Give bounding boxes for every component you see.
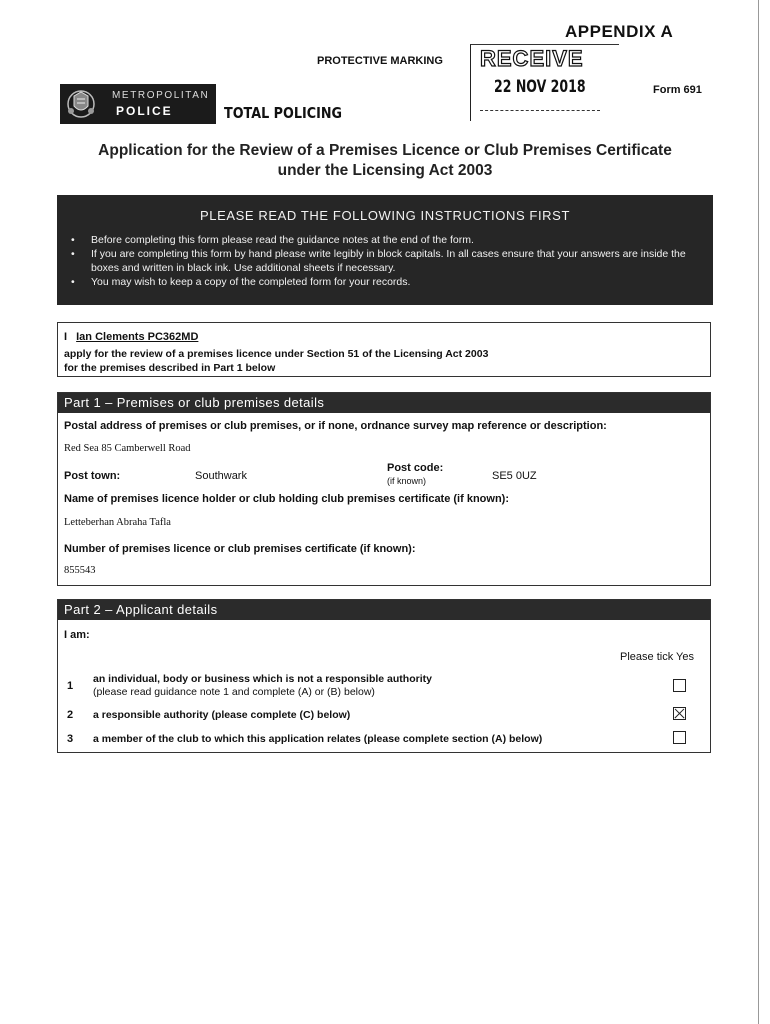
stamp-dash-line	[480, 110, 600, 111]
post-code-note: (if known)	[387, 476, 427, 486]
declaration-line2: apply for the review of a premises licence under Section 51 of the Licensing Act 2003	[64, 348, 489, 360]
total-policing-slogan: TOTAL POLICING	[224, 104, 342, 122]
address-label: Postal address of premises or club premises, or if none, ordnance survey map reference or description:	[64, 420, 607, 432]
option-text: an individual, body or business which is not a responsible authority	[93, 673, 432, 685]
post-code-label: Post code:	[387, 462, 444, 474]
option-1-checkbox[interactable]	[673, 679, 686, 692]
holder-value[interactable]: Letteberhan Abraha Tafla	[64, 517, 171, 528]
part2-section	[57, 599, 711, 753]
holder-label: Name of premises licence holder or club holding club premises certificate (if known):	[64, 493, 509, 505]
page-edge-line	[758, 0, 759, 1024]
option-subtext: (please read guidance note 1 and complete (A) or (B) below)	[93, 686, 375, 698]
tick-header: Please tick Yes	[620, 651, 694, 663]
declaration-line1	[64, 331, 198, 343]
applicant-declaration	[57, 322, 711, 377]
instructions-list	[71, 233, 706, 289]
option-2-checkbox[interactable]	[673, 707, 686, 720]
form-title-line1: Application for the Review of a Premises Licence or Club Premises Certificate	[98, 142, 672, 159]
instruction-item: • If you are completing this form by hand please write legibly in block capitals. In all cases ensure that your answers are inside the boxes and written in black ink. Use additional sheets if necessary.	[71, 247, 706, 275]
declaration-prefix: I	[64, 331, 68, 343]
appendix-label: APPENDIX A	[565, 22, 674, 41]
instructions-panel	[57, 195, 713, 305]
option-3-checkbox[interactable]	[673, 731, 686, 744]
licence-number-label: Number of premises licence or club premises certificate (if known):	[64, 543, 416, 555]
address-value[interactable]: Red Sea 85 Camberwell Road	[64, 443, 191, 454]
option-number: 2	[67, 709, 74, 721]
post-town-label: Post town:	[64, 470, 121, 482]
option-text: a member of the club to which this application relates (please complete section (A) below)	[93, 733, 543, 745]
post-code-value[interactable]: SE5 0UZ	[492, 470, 537, 482]
instruction-item: • You may wish to keep a copy of the completed form for your records.	[71, 275, 706, 289]
crest-icon	[64, 87, 98, 121]
option-number: 1	[67, 680, 74, 692]
form-number: Form 691	[653, 84, 702, 96]
i-am-label: I am:	[64, 629, 90, 641]
part1-section	[57, 392, 711, 586]
stamp-date: 22 NOV 2018	[494, 77, 586, 97]
form-title-line2: under the Licensing Act 2003	[277, 162, 493, 179]
post-town-value[interactable]: Southwark	[195, 470, 247, 482]
protective-marking: PROTECTIVE MARKING	[317, 55, 443, 67]
part1-heading: Part 1 – Premises or club premises details	[58, 393, 710, 413]
instruction-item: • Before completing this form please read the guidance notes at the end of the form.	[71, 233, 706, 247]
received-stamp	[470, 44, 618, 124]
part2-heading: Part 2 – Applicant details	[58, 600, 710, 620]
option-number: 3	[67, 733, 74, 745]
form-title	[40, 141, 730, 181]
logo-police: POLICE	[116, 104, 173, 118]
option-text: a responsible authority (please complete (C) below)	[93, 709, 351, 721]
instructions-heading: PLEASE READ THE FOLLOWING INSTRUCTIONS FIRST	[200, 208, 570, 223]
declaration-line3: for the premises described in Part 1 below	[64, 362, 276, 374]
stamp-received-text: RECEIVE	[480, 46, 584, 71]
applicant-name[interactable]: Ian Clements PC362MD	[76, 331, 199, 343]
met-police-logo	[60, 84, 216, 124]
licence-number-value[interactable]: 855543	[64, 565, 96, 576]
logo-metropolitan: METROPOLITAN	[112, 90, 210, 101]
